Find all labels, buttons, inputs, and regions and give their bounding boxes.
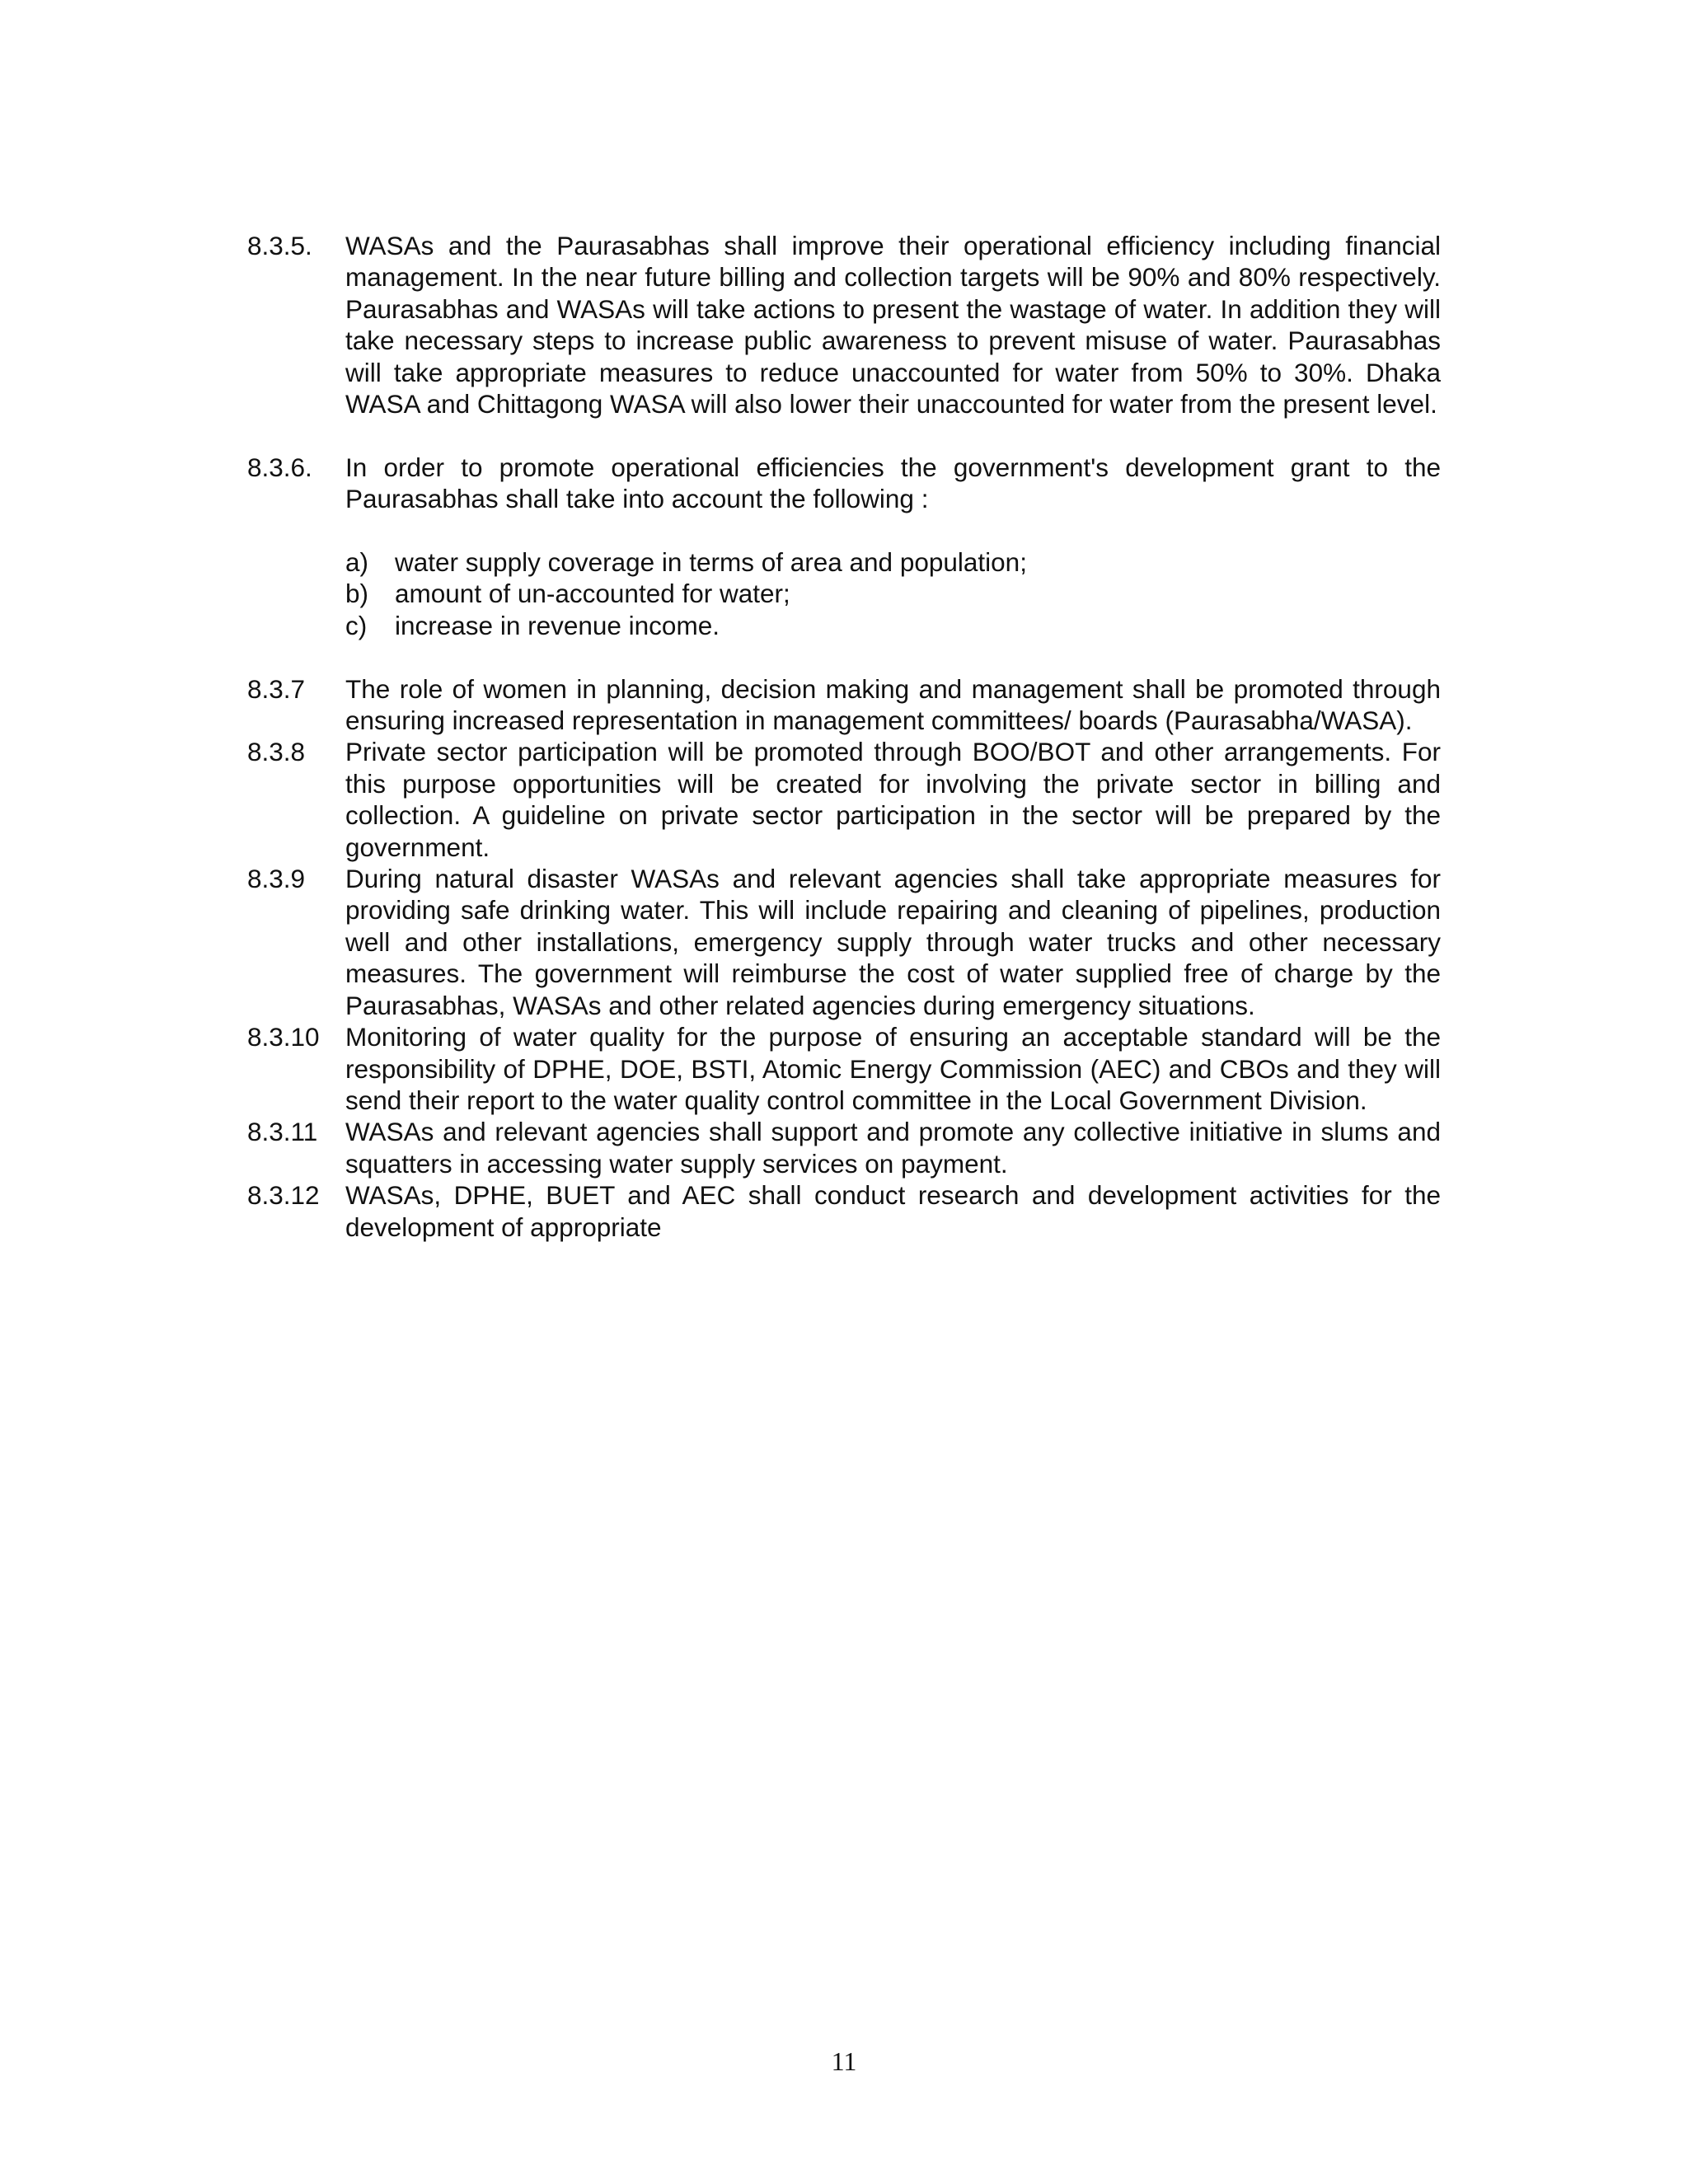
section-8-3-7 (247, 673, 1441, 737)
section-8-3-5 (247, 230, 1441, 419)
section-8-3-10 (247, 1021, 1441, 1116)
section-text: WASAs and relevant agencies shall support and promote any collective initiative in slums and squatters in accessing water supply services on payment. (345, 1117, 1441, 1179)
section-number: 8.3.6. (247, 452, 312, 482)
section-number: 8.3.11 (247, 1117, 318, 1147)
criteria-list (345, 546, 1441, 641)
list-item-text: water supply coverage in terms of area and population; (395, 547, 1027, 578)
page-number: 11 (831, 2046, 857, 2076)
section-text: The role of women in planning, decision making and management shall be promoted through ensuring increased representation in management committees/ boards (Paurasabha/WASA). (345, 673, 1441, 736)
section-8-3-9 (247, 863, 1441, 1021)
section-8-3-6 (247, 452, 1441, 515)
section-text: WASAs and the Paurasabhas shall improve their operational efficiency including financial management. In the near future billing and collection targets will be 90% and 80% respectively. Paurasabhas and WASAs will take actions to present the wastage of water. In addition they will take necessary steps to increase public awareness to prevent misuse of water. Paurasabhas will take appropriate measures to reduce unaccounted for water from 50% to 30%. Dhaka WASA and Chittagong WASA will also lower their unaccounted for water from the present level. (345, 231, 1441, 419)
section-8-3-11 (247, 1116, 1441, 1179)
section-text: WASAs, DPHE, BUET and AEC shall conduct research and development activities for the development of appropriate (345, 1180, 1441, 1242)
section-number: 8.3.10 (247, 1022, 320, 1052)
list-item (345, 610, 1441, 641)
section-number: 8.3.12 (247, 1180, 320, 1211)
section-text: In order to promote operational efficiencies the government's development grant to the Paurasabhas shall take into account the following : (345, 452, 1441, 514)
section-number: 8.3.8 (247, 737, 306, 767)
list-marker: c) (345, 610, 368, 640)
list-item (345, 578, 1441, 609)
section-text: Private sector participation will be promoted through BOO/BOT and other arrangements. For this purpose opportunities will be created for involving the private sector in billing and collection. A guideline on private sector participation in the sector will be prepared by the government. (345, 737, 1441, 862)
list-marker: b) (345, 579, 369, 609)
section-number: 8.3.7 (247, 673, 306, 704)
section-number: 8.3.9 (247, 864, 306, 894)
list-item-text: amount of un-accounted for water; (395, 579, 790, 609)
document-body (247, 230, 1441, 1243)
list-item (345, 546, 1441, 578)
section-text: During natural disaster WASAs and relevant agencies shall take appropriate measures for providing safe drinking water. This will include repairing and cleaning of pipelines, production well and other installations, emergency supply through water trucks and other necessary measures. The government will reimburse the cost of water supplied free of charge by the Paurasabhas, WASAs and other related agencies during emergency situations. (345, 864, 1441, 1020)
list-item-text: increase in revenue income. (395, 610, 720, 640)
section-8-3-8 (247, 736, 1441, 863)
list-marker: a) (345, 547, 369, 578)
section-text: Monitoring of water quality for the purpose of ensuring an acceptable standard will be the responsibility of DPHE, DOE, BSTI, Atomic Energy Commission (AEC) and CBOs and they will send their report to the water quality control committee in the Local Government Division. (345, 1022, 1441, 1115)
section-number: 8.3.5. (247, 231, 312, 260)
section-8-3-12 (247, 1179, 1441, 1243)
